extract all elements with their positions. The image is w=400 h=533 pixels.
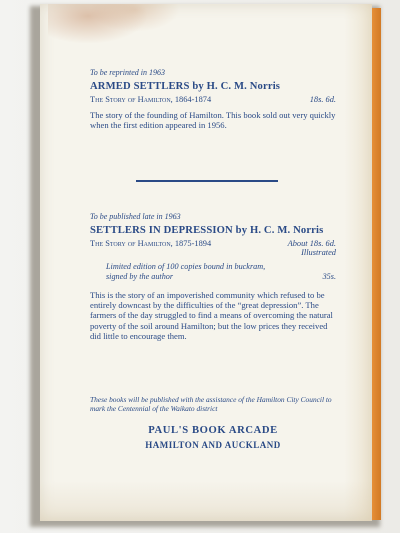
- paper-edge-stain: [40, 481, 372, 521]
- limited-edition-line2: signed by the author: [106, 272, 174, 281]
- first-book-subtitle-row: [90, 95, 336, 104]
- first-book-title: ARMED SETTLERS: [90, 81, 190, 92]
- book-back-cover: [40, 4, 372, 521]
- first-book-author: by H. C. M. Norris: [192, 81, 281, 92]
- paper-edge-stain: [344, 4, 372, 521]
- second-book-section: [90, 212, 336, 341]
- paper-stain: [90, 4, 180, 32]
- first-book-status: To be reprinted in 1963: [90, 68, 165, 77]
- second-book-illustrated: Illustrated: [301, 248, 336, 257]
- section-divider: [136, 180, 278, 182]
- second-book-subtitle-row: [90, 239, 336, 248]
- first-book-description: The story of the founding of Hamilton. This book sold out very quickly when the first edition appeared in 1956.: [90, 110, 336, 131]
- second-book-price: About 18s. 6d.: [287, 239, 336, 248]
- footer-section: [90, 395, 336, 450]
- first-book-heading: [90, 81, 336, 92]
- second-book-title: SETTLERS IN DEPRESSION: [90, 225, 233, 236]
- second-book-illustrated-row: [90, 248, 336, 257]
- publisher-location: HAMILTON AND AUCKLAND: [145, 440, 281, 450]
- second-book-author: by H. C. M. Norris: [235, 225, 324, 236]
- second-book-heading: [90, 225, 336, 236]
- limited-edition-row: [106, 272, 336, 282]
- assistance-note: These books will be published with the assistance of the Hamilton City Council to mark the Centennial of the Waikato district: [90, 395, 332, 413]
- first-book-price: 18s. 6d.: [309, 95, 336, 104]
- first-book-subtitle: The Story of Hamilton, 1864-1874: [90, 95, 212, 104]
- second-book-description: This is the story of an impoverished community which refused to be entirely downcast by the difficulties of the “great depression”. The farmers of the day struggled to find a means of overcoming the natural poverty of the soil around Hamilton; but the low prices they received did little to encourage them.: [90, 290, 333, 341]
- limited-edition-note: [90, 262, 336, 282]
- limited-edition-line1: Limited edition of 100 copies bound in buckram,: [106, 262, 266, 271]
- publisher-name: PAUL'S BOOK ARCADE: [148, 425, 278, 436]
- second-book-status: To be published late in 1963: [90, 212, 181, 221]
- first-book-section: [90, 68, 336, 130]
- limited-edition-price: 35s.: [322, 272, 336, 281]
- second-book-subtitle: The Story of Hamilton, 1875-1894: [90, 239, 212, 248]
